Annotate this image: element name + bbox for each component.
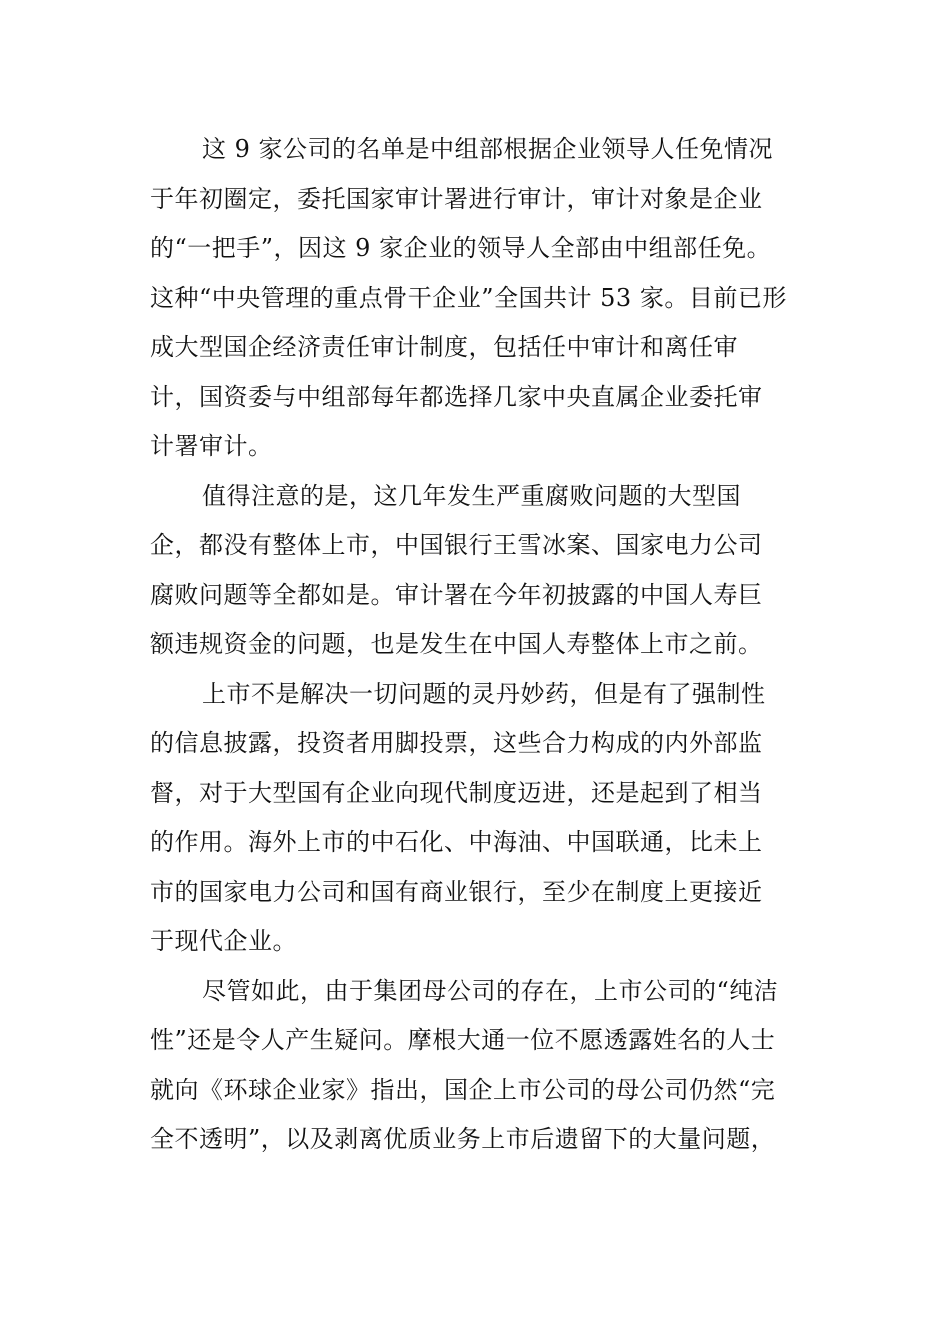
paragraph-line: 计署审计。 [150, 432, 273, 460]
paragraph-line: 督，对于大型国有企业向现代制度迈进，还是起到了相当 [150, 778, 763, 807]
paragraph-line: 市的国家电力公司和国有商业银行，至少在制度上更接近 [150, 877, 763, 906]
paragraph-line: 的信息披露，投资者用脚投票，这些合力构成的内外部监 [150, 729, 763, 757]
paragraph-3 [150, 670, 800, 967]
paragraph-line: 全不透明”，以及剥离优质业务上市后遗留下的大量问题， [150, 1125, 776, 1153]
paragraph-line: 尽管如此，由于集团母公司的存在，上市公司的“纯洁 [202, 976, 779, 1005]
paragraph-line: 企，都没有整体上市，中国银行王雪冰案、国家电力公司 [150, 531, 763, 559]
paragraph-line: 于年初圈定，委托国家审计署进行审计，审计对象是企业 [150, 184, 763, 213]
paragraph-line: 的作用。海外上市的中石化、中海油、中国联通，比未上 [150, 828, 763, 856]
paragraph-line: 于现代企业。 [150, 927, 297, 955]
paragraph-line: 这 9 家公司的名单是中组部根据企业领导人任免情况 [202, 135, 774, 163]
paragraph-line: 上市不是解决一切问题的灵丹妙药，但是有了强制性 [202, 679, 766, 708]
paragraph-2 [150, 472, 800, 670]
paragraph-1 [150, 125, 800, 472]
document-body [150, 125, 800, 1165]
paragraph-line: 成大型国企经济责任审计制度，包括任中审计和离任审 [150, 333, 738, 361]
paragraph-line: 腐败问题等全都如是。审计署在今年初披露的中国人寿巨 [150, 580, 763, 609]
paragraph-line: 这种“中央管理的重点骨干企业”全国共计 53 家。目前已形 [150, 283, 787, 312]
paragraph-line: 的“一把手”，因这 9 家企业的领导人全部由中组部任免。 [150, 234, 772, 262]
paragraph-line: 值得注意的是，这几年发生严重腐败问题的大型国 [202, 481, 741, 510]
paragraph-line: 计，国资委与中组部每年都选择几家中央直属企业委托审 [150, 382, 763, 411]
paragraph-line: 就向《环球企业家》指出，国企上市公司的母公司仍然“完 [150, 1075, 776, 1104]
paragraph-line: 性”还是令人产生疑问。摩根大通一位不愿透露姓名的人士 [150, 1026, 776, 1054]
paragraph-line: 额违规资金的问题，也是发生在中国人寿整体上市之前。 [150, 630, 763, 658]
paragraph-4 [150, 967, 800, 1165]
